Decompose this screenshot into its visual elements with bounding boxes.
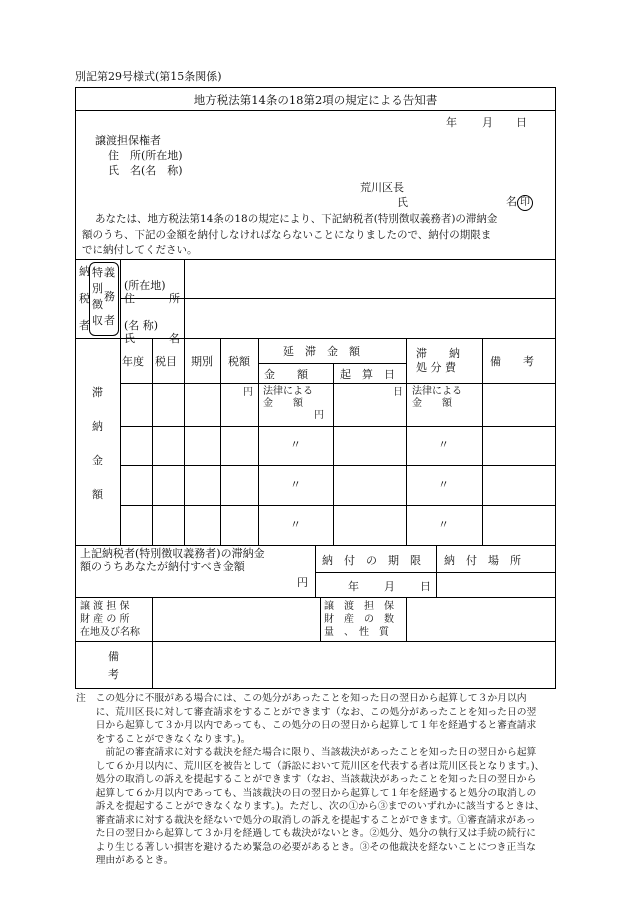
- header-tax-item: 税目: [155, 355, 177, 368]
- addressee-heading: 譲渡担保権者: [95, 134, 161, 147]
- header-arrears-fee: 滞 納: [416, 347, 460, 360]
- remarks-label: 備: [108, 650, 119, 663]
- note-line: 日から起算して３か月以内であっても、この処分の日の翌日から起算して１年を経過すると審査請求: [76, 720, 537, 732]
- taxpayer-name-label-sub: (名 称): [124, 319, 159, 332]
- taxpayer-address-label-sub: (所在地): [124, 279, 166, 292]
- ditto-mark: 〃: [290, 518, 301, 531]
- taxpayer-inner-char: 務: [104, 290, 115, 303]
- legal-amount-label-sub: 金 額: [263, 398, 303, 409]
- payment-amount-label-sub: 額のうちあなたが納付すべき金額: [80, 560, 245, 573]
- note-line: 処分の取消しの訴えを提起することができます（なお、当該裁決があったことを知った日の翌日から: [76, 774, 537, 786]
- taxpayer-char: 税: [79, 292, 90, 305]
- note-line: 理由があるとき。: [76, 855, 174, 867]
- start-date-unit: 日: [393, 387, 403, 398]
- body-line: あなたは、地方税法第14条の18の規定により、下記納税者(特別徴収義務者)の滞納金: [95, 213, 498, 225]
- header-tax-amount: 税額: [228, 355, 250, 368]
- legal-amount-label-sub: 金 額: [412, 398, 452, 409]
- ditto-mark: 〃: [290, 438, 301, 451]
- legal-amount-label: 法律による: [412, 386, 462, 397]
- header-year: 年度: [122, 355, 144, 368]
- taxpayer-name-label: 氏 名: [124, 331, 180, 345]
- taxpayer-inner-char: 別: [92, 282, 103, 295]
- taxpayer-inner-char: 者: [104, 314, 115, 327]
- issuer-name-label: 氏: [397, 196, 408, 209]
- deadline-month-label: 月: [384, 580, 395, 593]
- ditto-mark: 〃: [438, 438, 449, 451]
- header-late-fee: 延 滞 金 額: [283, 345, 360, 358]
- note-line: より生じる著しい損害を避けるため緊急の必要があるとき。③その他裁決を経ないことにつき正当な: [76, 841, 536, 853]
- note-line: 前記の審査請求に対する裁決を経た場合に限り、当該裁決があったことを知った日の翌日から起算: [76, 747, 537, 759]
- collateral-quantity-label: 量 、 性 質: [324, 627, 389, 638]
- arrears-char: 金: [92, 454, 103, 467]
- remarks-label: 考: [108, 668, 119, 681]
- addressee-address-label: 住 所(所在地): [108, 149, 183, 162]
- collateral-quantity-label: 財 産 の 数: [324, 614, 394, 625]
- body-line: でに納付してください。: [82, 244, 198, 256]
- addressee-name-label: 氏 名(名 称): [108, 164, 183, 177]
- payment-place-label: 納 付 場 所: [444, 554, 521, 567]
- notes-block: [76, 692, 556, 868]
- payment-amount-label: 上記納税者(特別徴収義務者)の滞納金: [80, 547, 265, 560]
- ditto-mark: 〃: [438, 518, 449, 531]
- taxpayer-address-label: 住 所: [124, 291, 180, 305]
- ditto-mark: 〃: [290, 478, 301, 491]
- seal-mark: 印: [517, 195, 533, 211]
- note-line: をすることができなくなります。)。: [76, 733, 251, 745]
- deadline-day-label: 日: [420, 580, 431, 593]
- note-line: に、荒川区長に対して審査請求をすることができます（なお、この処分があったことを知った日の翌: [76, 706, 537, 718]
- date-year-label: 年: [446, 116, 457, 129]
- header-start-date: 起 算 日: [340, 368, 395, 381]
- taxpayer-inner-char: 徴: [92, 298, 103, 311]
- date-day-label: 日: [516, 116, 527, 129]
- issuer-name-suffix: 名 印: [506, 195, 533, 211]
- taxpayer-inner-char: 義: [104, 266, 115, 279]
- issuer-office: 荒川区長: [360, 181, 404, 194]
- note-line: 訴えを提起することができなくなります。)。ただし、次の①から③までのいずれかに該当するときは、: [76, 801, 545, 813]
- header-arrears-fee-sub: 処 分 費: [416, 361, 456, 374]
- collateral-location-label: 在地及び名称: [80, 627, 140, 638]
- legal-amount-label: 法律による: [263, 386, 313, 397]
- collateral-location-label: 譲 渡 担 保: [80, 601, 130, 612]
- late-fee-unit: 円: [314, 410, 324, 421]
- deadline-year-label: 年: [348, 580, 359, 593]
- body-line: 額のうち、下記の金額を納付しなければならないことになりましたので、納付の期限ま: [82, 228, 492, 241]
- form-id: 別記第29号様式(第15条関係): [75, 70, 222, 83]
- note-line: 起算して６か月以内であっても、当該裁決の日の翌日から起算して１年を経過すると処分の取消しの: [76, 787, 537, 799]
- taxpayer-inner-char: 特: [92, 266, 103, 279]
- taxpayer-char: 納: [79, 265, 90, 278]
- body-text: [82, 212, 552, 259]
- form-title: 地方税法第14条の18第2項の規定による告知書: [193, 93, 438, 107]
- header-period: 期別: [191, 355, 213, 368]
- payment-amount-unit: 円: [297, 576, 308, 589]
- note-line: た日の翌日から起算して３か月を経過しても裁決がないとき。②処分、処分の執行又は手続の続行に: [76, 828, 537, 840]
- taxpayer-char: 者: [79, 319, 90, 332]
- arrears-char: 納: [92, 420, 103, 433]
- collateral-quantity-label: 譲 渡 担 保: [324, 601, 394, 612]
- note-line: 注 この処分に不服がある場合には、この処分があったことを知った日の翌日から起算して３か月以内: [76, 693, 527, 704]
- header-late-fee-amount: 金 額: [264, 368, 308, 381]
- tax-amount-unit: 円: [243, 387, 253, 398]
- payment-deadline-label: 納 付 の 期 限: [322, 554, 421, 567]
- taxpayer-inner-char: 収: [92, 314, 103, 327]
- note-line: して６か月以内に、荒川区を被告として（訴訟において荒川区を代表する者は荒川区長となります。)、: [76, 760, 545, 772]
- arrears-char: 滞: [92, 386, 103, 399]
- ditto-mark: 〃: [438, 478, 449, 491]
- header-remarks: 備 考: [490, 355, 534, 368]
- collateral-location-label: 財 産 の 所: [80, 614, 130, 625]
- arrears-char: 額: [92, 488, 103, 501]
- date-month-label: 月: [482, 116, 493, 129]
- note-line: 審査請求に対する裁決を経ないで処分の取消しの訴えを提起することができます。①審査請求があっ: [76, 814, 536, 826]
